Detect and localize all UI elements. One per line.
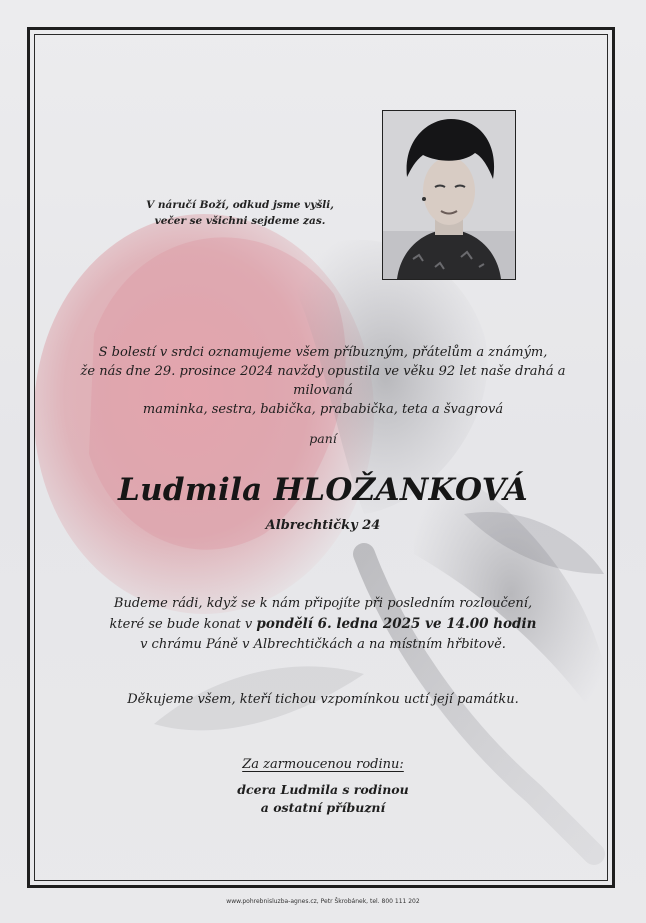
announcement-line-1: S bolestí v srdci oznamujeme všem příbuzným, přátelům a známým, <box>98 345 548 360</box>
funeral-line-3: v chrámu Páně v Albrechtičkách a na místním hřbitově. <box>140 637 506 652</box>
announcement-text <box>60 343 586 419</box>
funeral-line-2-prefix: které se bude konat v <box>109 617 257 632</box>
signoff-line-2: a ostatní příbuzní <box>260 800 386 815</box>
signoff-line-1: dcera Ludmila s rodinou <box>237 782 409 797</box>
signoff-heading-text: Za zarmoucenou rodinu: <box>242 757 404 772</box>
inner-border-frame <box>34 34 608 881</box>
signoff-heading <box>60 757 586 772</box>
deceased-title: paní <box>309 431 337 446</box>
announcement-line-3: maminka, sestra, babička, prababička, teta a švagrová <box>142 402 504 417</box>
portrait-photo <box>382 110 516 280</box>
motto-line-2: večer se všichni sejdeme zas. <box>154 215 326 227</box>
funeral-service-footer: www.pohrebnisluzba-agnes.cz, Petr Škrobánek, tel. 800 111 202 <box>226 898 420 905</box>
motto-verse <box>130 197 350 229</box>
motto-line-1: V náručí Boží, odkud jsme vyšli, <box>146 199 334 211</box>
funeral-date-time: pondělí 6. ledna 2025 ve 14.00 hodin <box>256 616 537 632</box>
funeral-line-1: Budeme rádi, když se k nám připojíte při posledním rozloučení, <box>113 596 533 611</box>
signoff-family <box>60 781 586 817</box>
deceased-address: Albrechtičky 24 <box>265 518 381 533</box>
funeral-details <box>60 594 586 655</box>
announcement-line-2: že nás dne 29. prosince 2024 navždy opustila ve věku 92 let naše drahá a milovaná <box>80 364 566 398</box>
thanks-text: Děkujeme všem, kteří tichou vzpomínkou uctí její památku. <box>127 692 519 707</box>
funeral-line-2 <box>60 614 586 635</box>
deceased-name: Ludmila HLOŽANKOVÁ <box>117 472 529 508</box>
